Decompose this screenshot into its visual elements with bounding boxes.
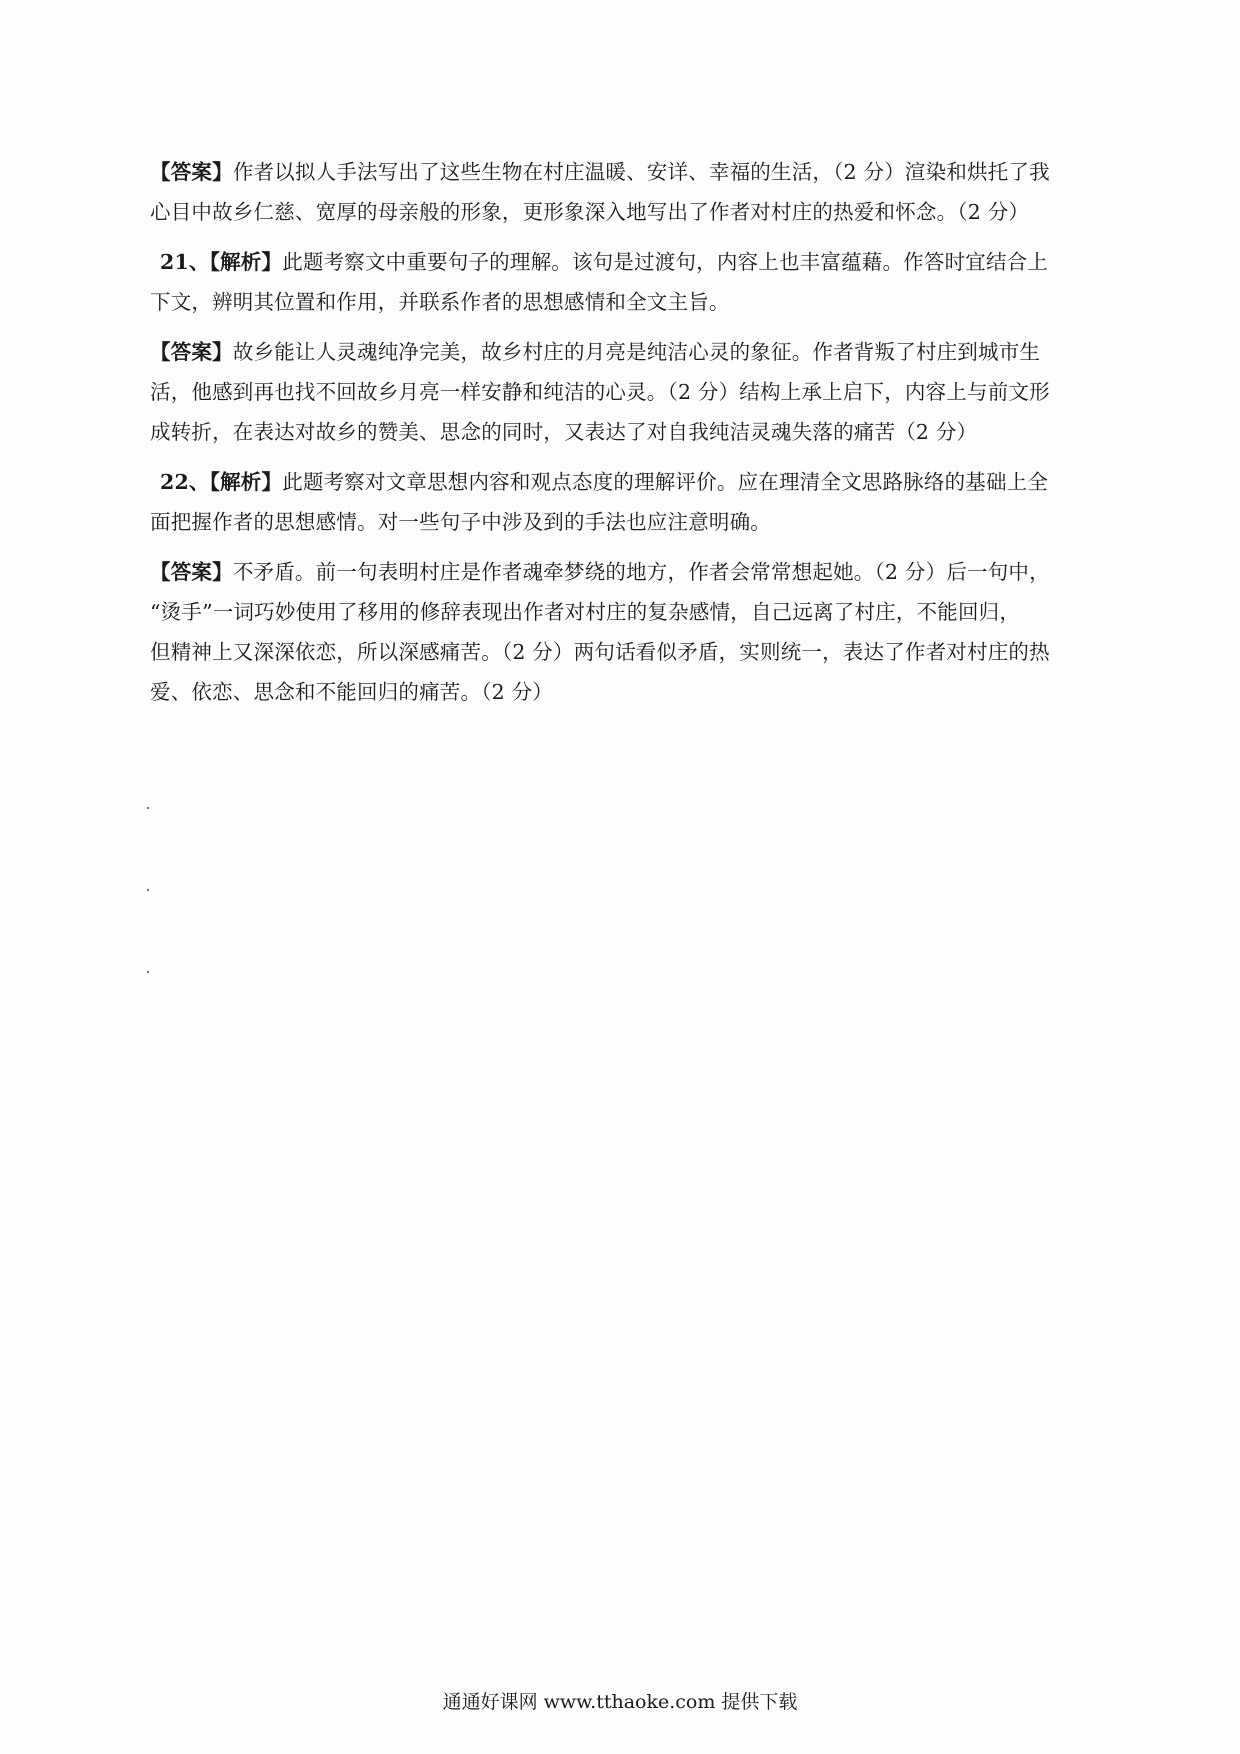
analysis-block-22 [150,462,1098,542]
line-text: 此题考察文中重要句子的理解。该句是过渡句，内容上也丰富蕴藉。作答时宜结合上 [282,250,1049,274]
answer-block-21 [150,332,1098,452]
line-text: 作者以拟人手法写出了这些生物在村庄温暖、安详、幸福的生活，（2 分）渲染和烘托了我 [232,160,1050,184]
text-line [150,152,1098,192]
text-line [150,372,1098,412]
text-line [150,462,1098,502]
line-text: 故乡能让人灵魂纯净完美，故乡村庄的月亮是纯洁心灵的象征。作者背叛了村庄到城市生 [232,340,1041,364]
line-text: 心目中故乡仁慈、宽厚的母亲般的形象，更形象深入地写出了作者对村庄的热爱和怀念。（2 分） [150,200,1030,224]
answer-block-22 [150,552,1098,712]
page-footer: 通通好课网 www.tthaoke.com 提供下载 [442,1691,798,1713]
text-line [150,332,1098,372]
text-line [150,632,1098,672]
answer-block-20 [150,152,1098,232]
document-body [150,152,1098,712]
scan-mark [147,889,149,891]
text-line [150,502,1098,542]
line-text: 面把握作者的思想感情。对一些句子中涉及到的手法也应注意明确。 [150,510,771,534]
answer-tag: 【答案】 [150,560,233,584]
scan-mark [147,971,149,973]
line-text: 爱、依恋、思念和不能回归的痛苦。（2 分） [150,680,554,704]
text-line [150,592,1098,632]
line-text: 不矛盾。前一句表明村庄是作者魂牵梦绕的地方，作者会常常想起她。（2 分）后一句中， [232,560,1050,584]
text-line [150,282,1098,322]
text-line [150,412,1098,452]
text-line [150,552,1098,592]
analysis-block-21 [150,242,1098,322]
line-text: 下文，辨明其位置和作用，并联系作者的思想感情和全文主旨。 [150,290,730,314]
line-text: 但精神上又深深依恋，所以深感痛苦。（2 分）两句话看似矛盾，实则统一，表达了作者对村庄的热 [150,640,1050,664]
line-text: 成转折，在表达对故乡的赞美、思念的同时，又表达了对自我纯洁灵魂失落的痛苦（2 分） [150,420,978,444]
answer-tag: 【答案】 [150,340,233,364]
text-line [150,192,1098,232]
answer-tag: 【答案】 [150,160,233,184]
line-text: “烫手”一词巧妙使用了移用的修辞表现出作者对村庄的复杂感情，自己远离了村庄，不能回归， [150,600,1021,624]
line-text: 活，他感到再也找不回故乡月亮一样安静和纯洁的心灵。（2 分）结构上承上启下，内容上与前文形 [150,380,1050,404]
analysis-tag: 22、【解析】 [160,470,283,494]
text-line [150,672,1098,712]
text-line [150,242,1098,282]
line-text: 此题考察对文章思想内容和观点态度的理解评价。应在理清全文思路脉络的基础上全 [282,470,1049,494]
scan-mark [147,807,149,809]
analysis-tag: 21、【解析】 [160,250,283,274]
